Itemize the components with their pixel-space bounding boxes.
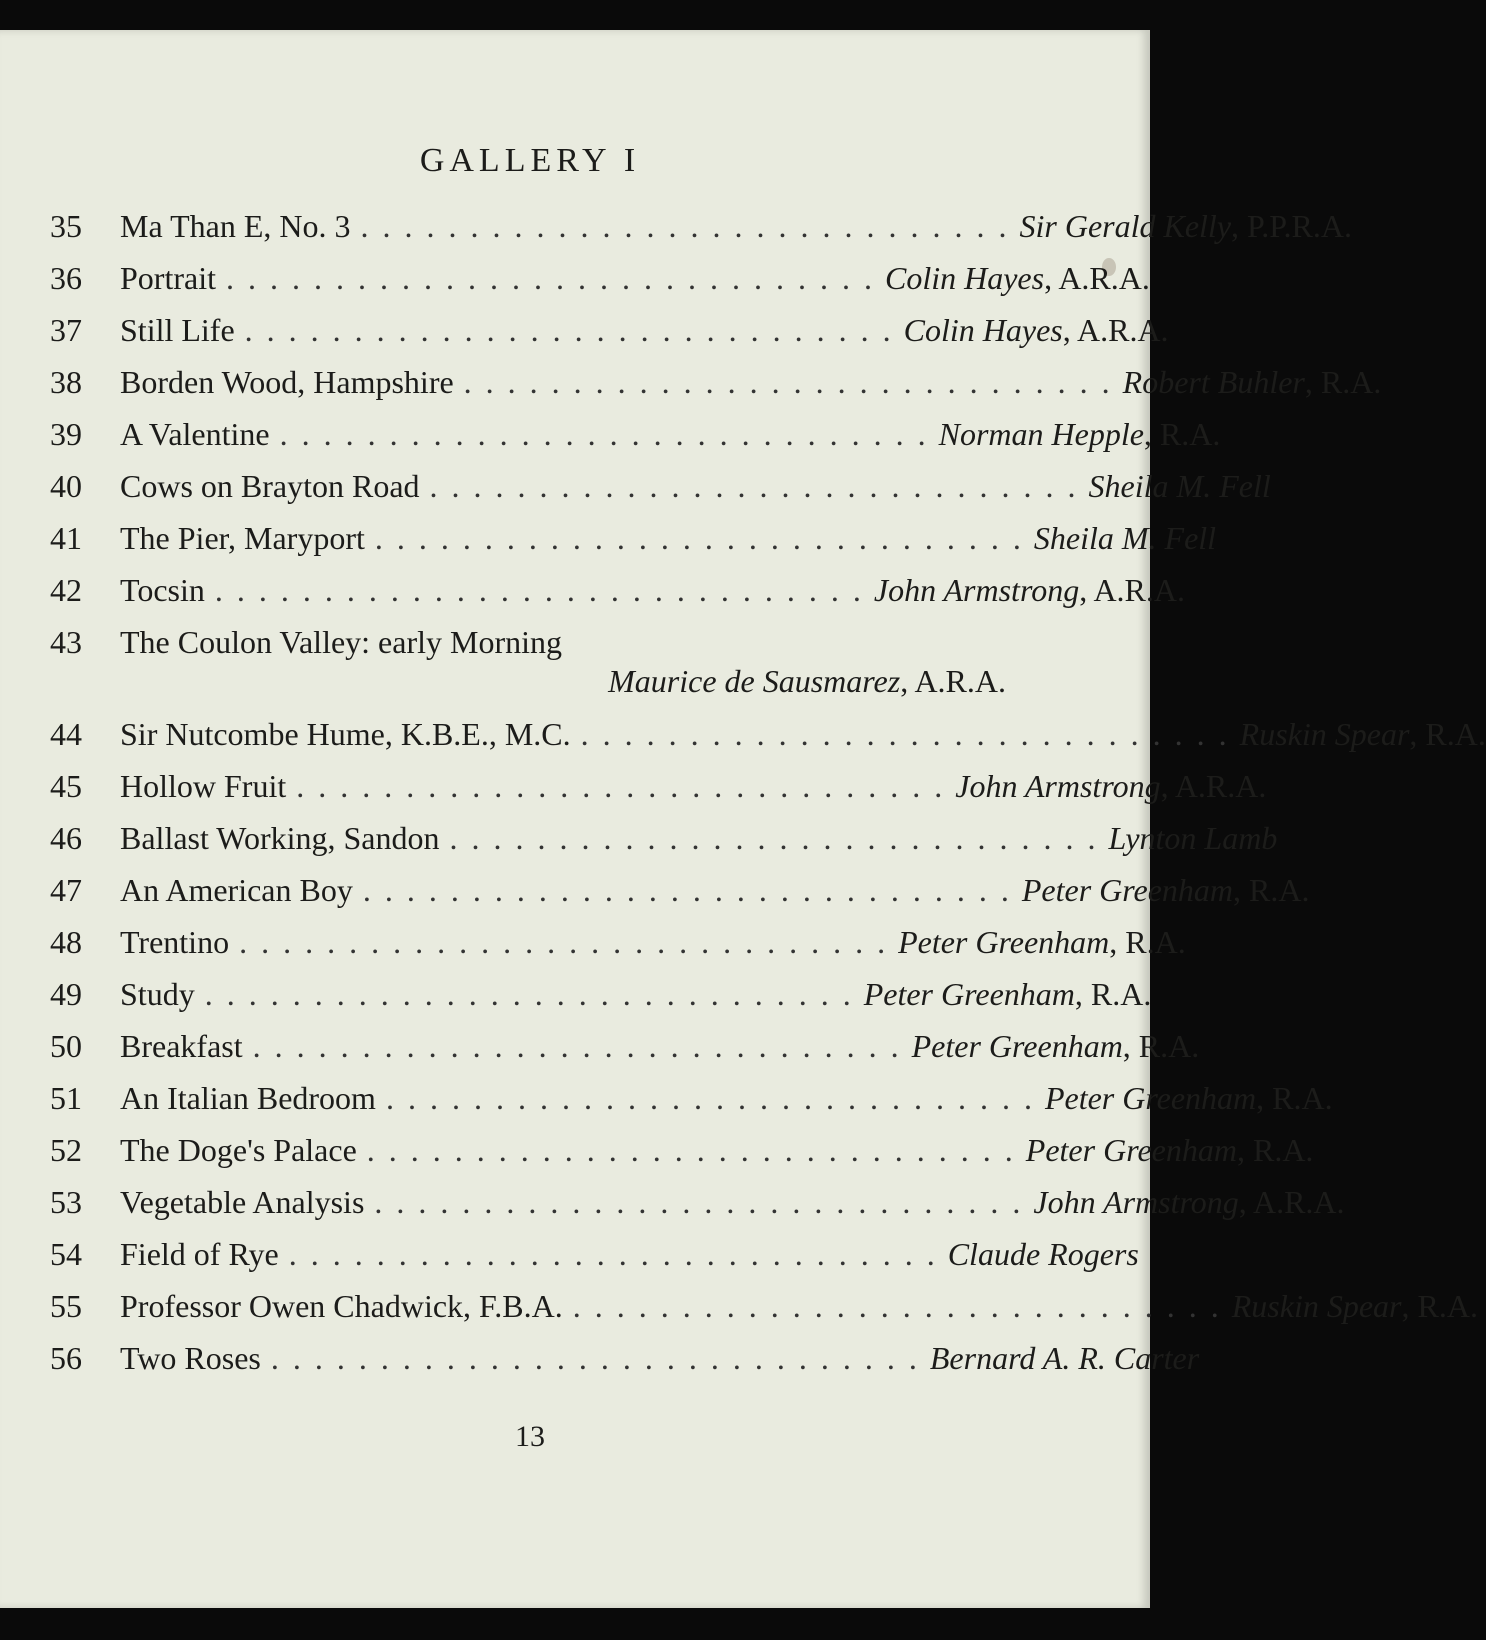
catalogue-entries	[50, 208, 1486, 1392]
artist-honours: , R.A.	[1074, 976, 1152, 1012]
entry-title: Two Roses	[120, 1340, 261, 1376]
catalogue-entry	[50, 260, 1150, 312]
leader-dots: . . . . . . . . . . . . . . . . . . . . . . . . . . . . . .	[296, 768, 946, 804]
catalogue-entry	[50, 520, 1217, 572]
entry-artist	[1232, 1288, 1478, 1325]
entry-number: 51	[50, 1080, 82, 1116]
entry-artist	[1033, 1184, 1344, 1221]
entry-artist	[1108, 820, 1277, 857]
artist-name: John Armstrong	[1033, 1184, 1239, 1220]
entry-number: 55	[50, 1288, 82, 1324]
leader-dots: . . . . . . . . . . . . . . . . . . . . . . . . . . . . . .	[374, 1184, 1024, 1220]
entry-artist	[904, 312, 1169, 349]
artist-name: Norman Hepple	[938, 416, 1144, 452]
entry-artist	[874, 572, 1185, 609]
leader-dots: . . . . . . . . . . . . . . . . . . . . . . . . . . . . . .	[239, 924, 889, 960]
artist-name: Colin Hayes	[903, 312, 1063, 348]
entry-artist	[898, 924, 1186, 961]
leader-dots: . . . . . . . . . . . . . . . . . . . . . . . . . . . . . .	[429, 468, 1079, 504]
catalogue-entry	[50, 976, 1152, 1028]
entry-artist	[885, 260, 1150, 297]
entry-artist	[1022, 872, 1310, 909]
artist-name: Peter Greenham	[1021, 872, 1234, 908]
entry-title: Sir Nutcombe Hume, K.B.E., M.C.	[120, 716, 571, 752]
entry-artist	[939, 416, 1221, 453]
entry-number: 41	[50, 520, 82, 556]
artist-honours: , R.A.	[1256, 1080, 1333, 1116]
entry-artist	[1089, 468, 1271, 505]
entry-title: Ballast Working, Sandon	[120, 820, 440, 856]
entry-title: Ma Than E, No. 3	[120, 208, 351, 244]
catalogue-entry	[50, 1340, 1200, 1392]
entry-title: Portrait	[120, 260, 216, 296]
entry-title: Tocsin	[120, 572, 205, 608]
entry-number: 35	[50, 208, 82, 244]
artist-honours: , A.R.A.	[1044, 260, 1150, 296]
leader-dots: . . . . . . . . . . . . . . . . . . . . . . . . . . . . . .	[214, 572, 864, 608]
artist-name: Peter Greenham	[898, 924, 1110, 960]
catalogue-entry	[50, 416, 1221, 468]
artist-name: Ruskin Spear	[1231, 1288, 1402, 1324]
entry-number: 40	[50, 468, 82, 504]
artist-honours: , A.R.A.	[1062, 312, 1169, 348]
entry-artist	[50, 663, 1006, 700]
leader-dots: . . . . . . . . . . . . . . . . . . . . . . . . . . . . . .	[572, 1288, 1222, 1324]
entry-title: Hollow Fruit	[120, 768, 287, 804]
artist-honours: , R.A.	[1109, 924, 1186, 960]
artist-name: Peter Greenham	[1025, 1132, 1237, 1168]
entry-number: 39	[50, 416, 82, 452]
entry-artist	[864, 976, 1152, 1013]
leader-dots: . . . . . . . . . . . . . . . . . . . . . . . . . . . . . .	[244, 312, 894, 348]
catalogue-entry	[50, 820, 1278, 872]
artist-honours: , A.R.A.	[1079, 572, 1185, 608]
entry-title: The Coulon Valley: early Morning	[120, 624, 562, 660]
artist-name: John Armstrong	[955, 768, 1161, 804]
artist-name: Bernard A. R. Carter	[929, 1340, 1200, 1376]
entry-number: 53	[50, 1184, 82, 1220]
entry-title: Study	[120, 976, 195, 1012]
entry-artist	[1019, 208, 1351, 245]
artist-honours: , R.A.	[1304, 364, 1382, 400]
artist-name: Ruskin Spear	[1239, 716, 1410, 752]
leader-dots: . . . . . . . . . . . . . . . . . . . . . . . . . . . . . .	[225, 260, 875, 296]
entry-artist	[1123, 364, 1382, 401]
entry-title: Field of Rye	[120, 1236, 279, 1272]
leader-dots: . . . . . . . . . . . . . . . . . . . . . . . . . . . . . .	[288, 1236, 938, 1272]
entry-title: Still Life	[120, 312, 235, 348]
artist-name: Sir Gerald Kelly	[1019, 208, 1232, 244]
catalogue-entry	[50, 624, 1006, 716]
leader-dots: . . . . . . . . . . . . . . . . . . . . . . . . . . . . . .	[449, 820, 1099, 856]
entry-number: 52	[50, 1132, 82, 1168]
artist-name: Peter Greenham	[911, 1028, 1123, 1064]
catalogue-entry	[50, 364, 1382, 416]
artist-honours: , P.P.R.A.	[1231, 208, 1352, 244]
entry-number: 46	[50, 820, 82, 856]
artist-name: Sheila M. Fell	[1088, 468, 1271, 504]
artist-honours: , R.A.	[1233, 872, 1310, 908]
entry-title: The Pier, Maryport	[120, 520, 365, 556]
leader-dots: . . . . . . . . . . . . . . . . . . . . . . . . . . . . . .	[252, 1028, 902, 1064]
leader-dots: . . . . . . . . . . . . . . . . . . . . . . . . . . . . . .	[374, 520, 1024, 556]
leader-dots: . . . . . . . . . . . . . . . . . . . . . . . . . . . . . .	[360, 208, 1010, 244]
entry-number: 36	[50, 260, 82, 296]
artist-name: Peter Greenham	[1044, 1080, 1257, 1116]
catalogue-entry	[50, 1184, 1345, 1236]
artist-honours: , A.R.A.	[1160, 768, 1267, 804]
catalogue-entry	[50, 468, 1271, 520]
leader-dots: . . . . . . . . . . . . . . . . . . . . . . . . . . . . . .	[580, 716, 1230, 752]
entry-title: Borden Wood, Hampshire	[120, 364, 454, 400]
catalogue-entry	[50, 572, 1185, 624]
catalogue-page	[0, 30, 1486, 1608]
entry-number: 50	[50, 1028, 82, 1064]
entry-title: Vegetable Analysis	[120, 1184, 365, 1220]
entry-number: 44	[50, 716, 82, 752]
leader-dots: . . . . . . . . . . . . . . . . . . . . . . . . . . . . . .	[366, 1132, 1016, 1168]
entry-number: 54	[50, 1236, 82, 1272]
catalogue-entry	[50, 1132, 1314, 1184]
entry-artist	[948, 1236, 1139, 1273]
catalogue-entry	[50, 208, 1352, 260]
entry-number: 47	[50, 872, 82, 908]
entry-artist	[930, 1340, 1199, 1377]
entry-title: An American Boy	[120, 872, 353, 908]
artist-name: Claude Rogers	[947, 1236, 1139, 1272]
artist-honours: , R.A.	[1143, 416, 1221, 452]
leader-dots: . . . . . . . . . . . . . . . . . . . . . . . . . . . . . .	[270, 1340, 920, 1376]
artist-honours: , A.R.A.	[1238, 1184, 1345, 1220]
artist-name: Maurice de Sausmarez	[608, 663, 901, 699]
artist-honours: , R.A.	[1122, 1028, 1200, 1064]
entry-number: 45	[50, 768, 82, 804]
entry-artist	[912, 1028, 1200, 1065]
artist-honours: , R.A.	[1236, 1132, 1314, 1168]
artist-name: Sheila M. Fell	[1033, 520, 1217, 556]
artist-honours: , R.A.	[1401, 1288, 1478, 1324]
catalogue-entry	[50, 312, 1169, 364]
catalogue-entry	[50, 716, 1486, 768]
catalogue-entry	[50, 924, 1186, 976]
entry-artist	[1034, 520, 1216, 557]
catalogue-entry	[50, 1028, 1200, 1080]
leader-dots: . . . . . . . . . . . . . . . . . . . . . . . . . . . . . .	[362, 872, 1012, 908]
artist-name: Peter Greenham	[863, 976, 1075, 1012]
catalogue-entry	[50, 1236, 1139, 1288]
catalogue-entry	[50, 872, 1310, 924]
entry-number: 43	[50, 624, 82, 660]
entry-title: Professor Owen Chadwick, F.B.A.	[120, 1288, 563, 1324]
artist-name: John Armstrong	[873, 572, 1080, 608]
entry-title: A Valentine	[120, 416, 270, 452]
catalogue-entry	[50, 1080, 1333, 1132]
entry-title: Cows on Brayton Road	[120, 468, 420, 504]
entry-number: 37	[50, 312, 82, 348]
entry-number: 42	[50, 572, 82, 608]
artist-name: Colin Hayes	[884, 260, 1045, 296]
entry-artist	[1026, 1132, 1314, 1169]
entry-title: Breakfast	[120, 1028, 243, 1064]
catalogue-entry	[50, 1288, 1478, 1340]
leader-dots: . . . . . . . . . . . . . . . . . . . . . . . . . . . . . .	[385, 1080, 1035, 1116]
entry-title: The Doge's Palace	[120, 1132, 357, 1168]
artist-name: Robert Buhler	[1122, 364, 1305, 400]
entry-title: Trentino	[120, 924, 230, 960]
leader-dots: . . . . . . . . . . . . . . . . . . . . . . . . . . . . . .	[279, 416, 929, 452]
entry-title: An Italian Bedroom	[120, 1080, 376, 1116]
entry-artist	[955, 768, 1266, 805]
catalogue-entry	[50, 768, 1267, 820]
entry-artist	[1045, 1080, 1333, 1117]
leader-dots: . . . . . . . . . . . . . . . . . . . . . . . . . . . . . .	[204, 976, 854, 1012]
leader-dots: . . . . . . . . . . . . . . . . . . . . . . . . . . . . . .	[463, 364, 1113, 400]
artist-honours: , R.A.	[1409, 716, 1486, 752]
entry-number: 38	[50, 364, 82, 400]
entry-number: 48	[50, 924, 82, 960]
artist-honours: , A.R.A.	[900, 663, 1006, 699]
entry-number: 49	[50, 976, 82, 1012]
artist-name: Lynton Lamb	[1108, 820, 1278, 856]
page-number: 13	[515, 1420, 545, 1453]
entry-artist	[1240, 716, 1486, 753]
entry-number: 56	[50, 1340, 82, 1376]
gallery-title: GALLERY I	[419, 142, 641, 179]
